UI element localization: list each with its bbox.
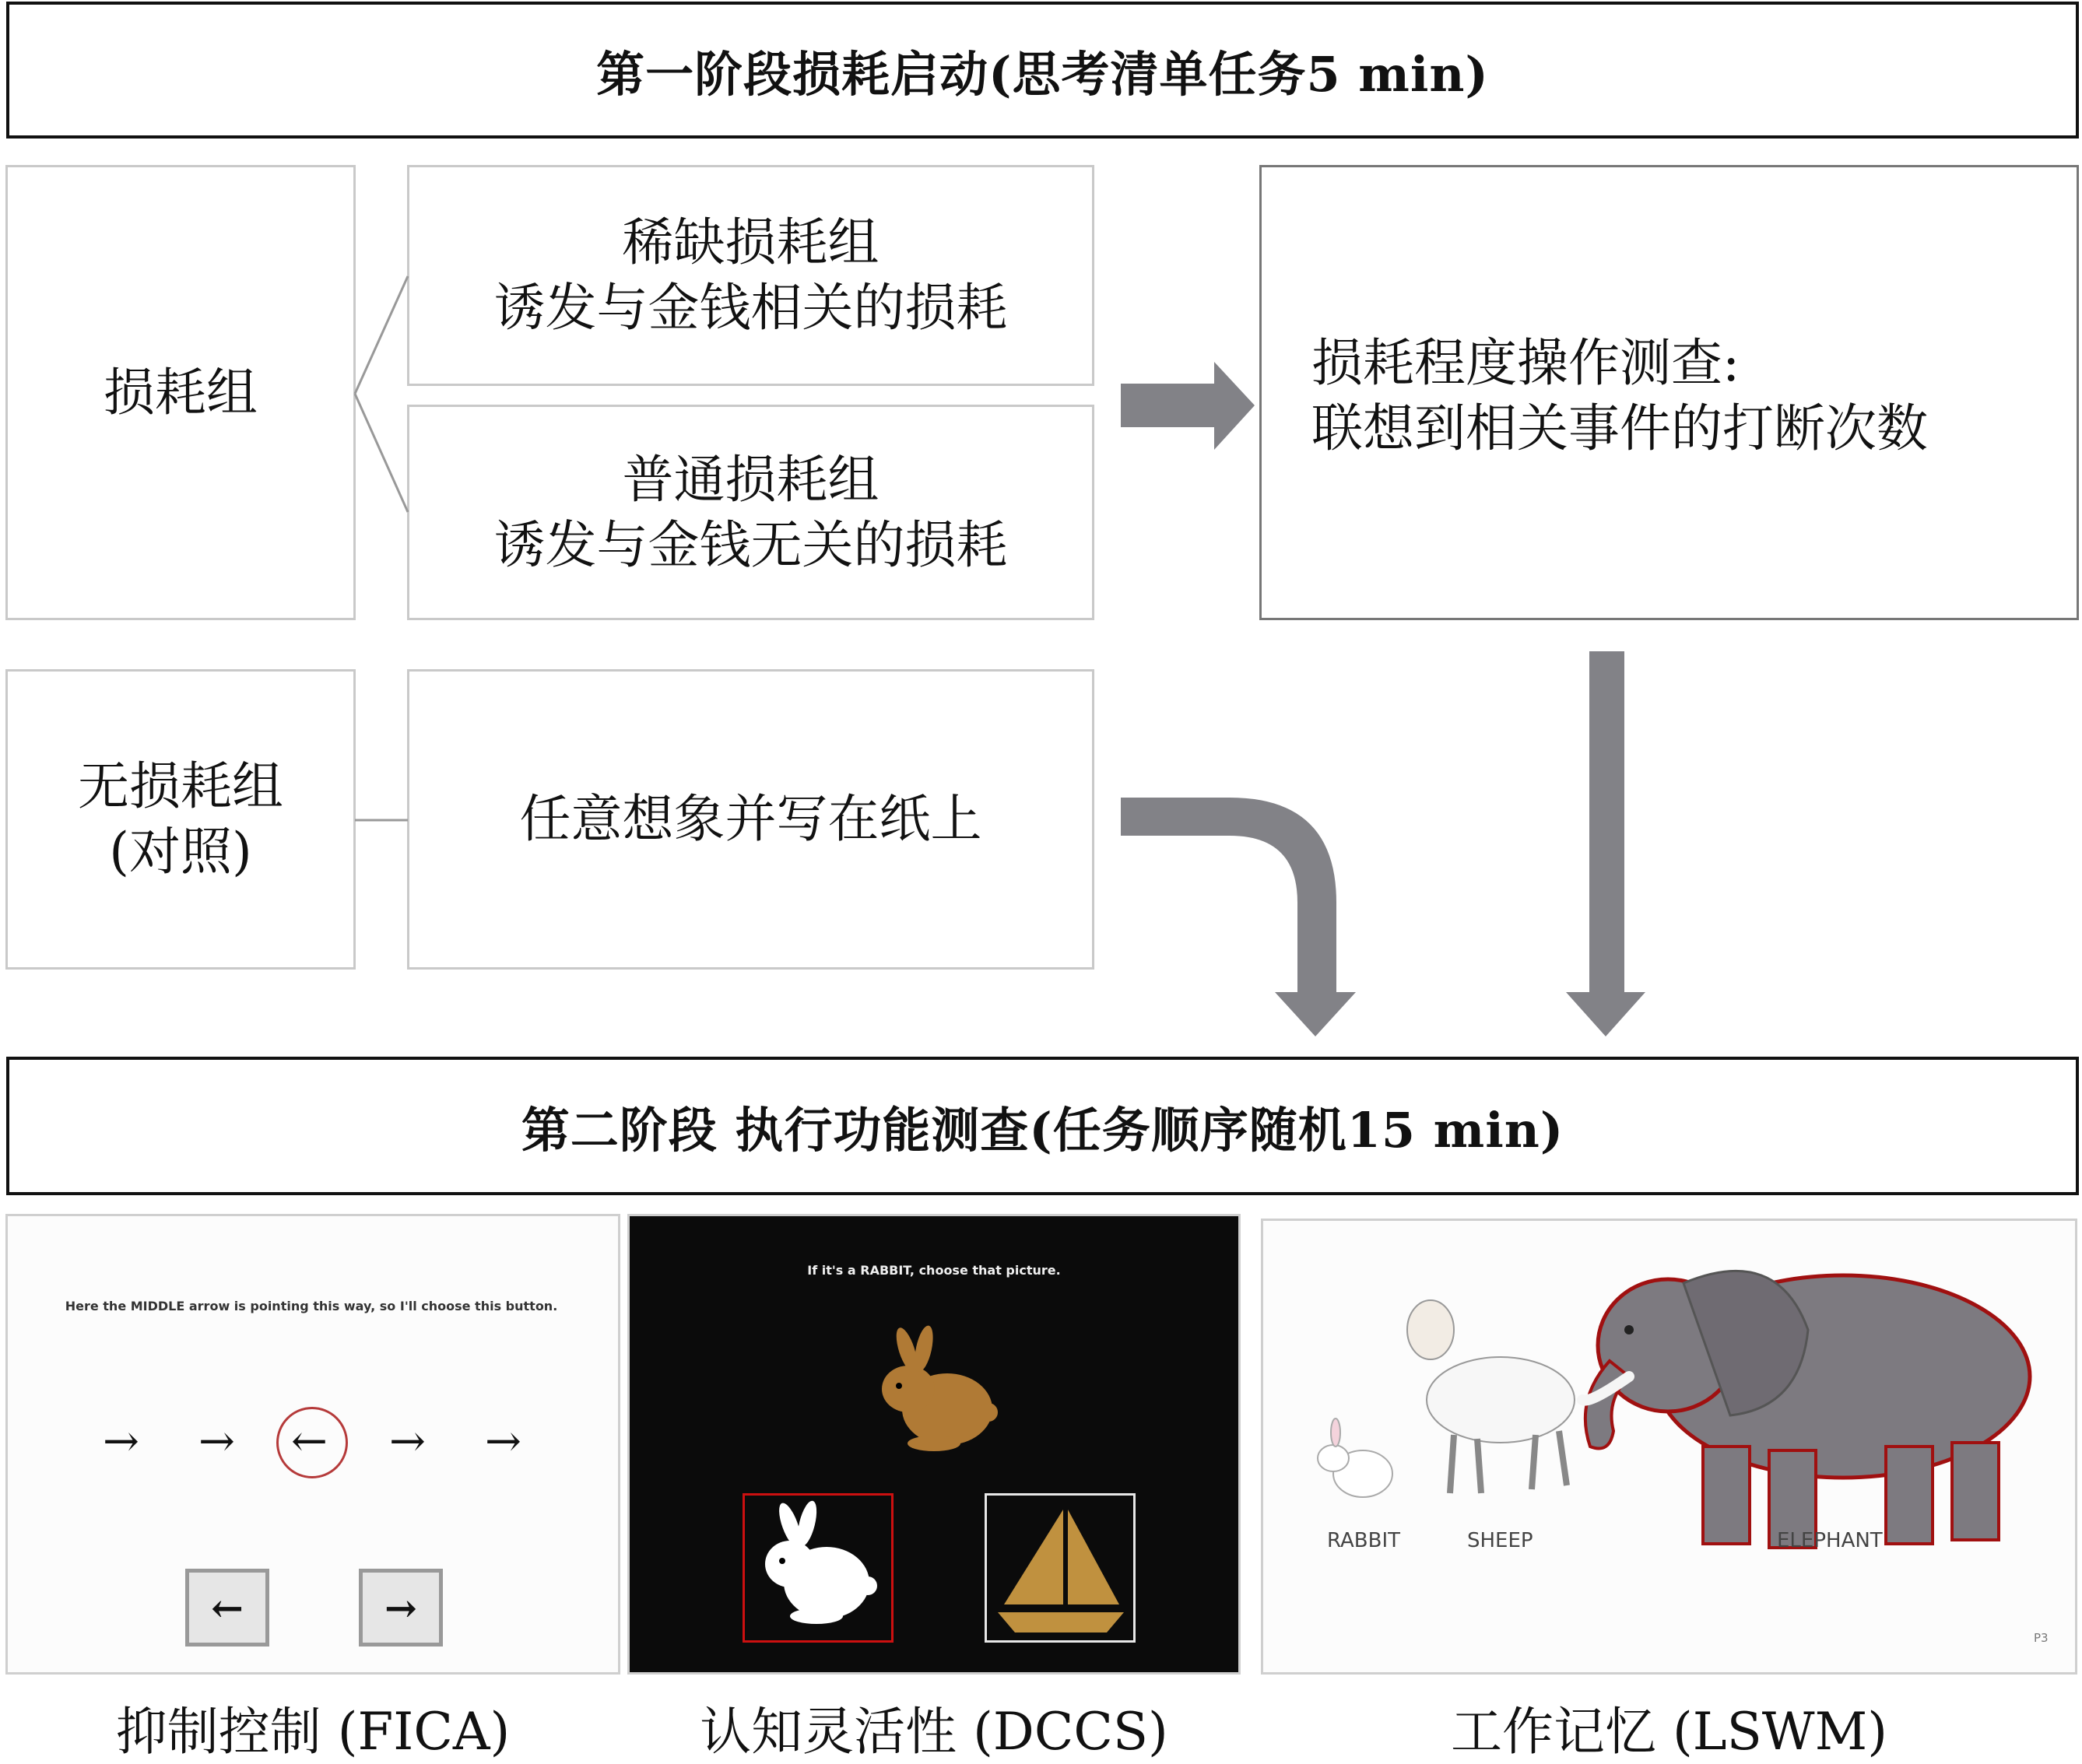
- boat-choice[interactable]: [985, 1493, 1136, 1643]
- depletion-group-label: 损耗组: [104, 362, 258, 423]
- stage2-header: [6, 1057, 2079, 1195]
- left-arrow-icon: ←: [211, 1584, 244, 1631]
- white-rabbit-icon: [745, 1496, 891, 1640]
- dccs-panel: [627, 1214, 1241, 1675]
- page-number: P3: [2034, 1631, 2049, 1645]
- scarcity-group-desc: 诱发与金钱相关的损耗: [493, 278, 1008, 338]
- no-depletion-group-box: [5, 669, 356, 970]
- elephant-icon: [1582, 1271, 2030, 1548]
- flanker-arrow-2: →: [198, 1416, 235, 1467]
- manipulation-check-desc: 联想到相关事件的打断次数: [1311, 398, 1928, 458]
- depletion-group-box: [5, 165, 356, 620]
- curved-arrow: [1121, 798, 1356, 1036]
- right-arrow-icon: →: [384, 1584, 417, 1631]
- down-arrow: [1566, 651, 1645, 1036]
- left-response-button[interactable]: [185, 1569, 269, 1647]
- elephant-label: ELEPHANT: [1777, 1529, 1883, 1552]
- fica-instruction: Here the MIDDLE arrow is pointing this way, so I'll choose this button.: [65, 1299, 558, 1313]
- lswm-caption: 工作记忆 (LSWM): [1451, 1702, 1887, 1762]
- control-task-box: [407, 669, 1094, 970]
- target-arrow: ←: [291, 1416, 328, 1467]
- fica-caption: 抑制控制 (FICA): [115, 1702, 511, 1762]
- fica-panel: [5, 1214, 620, 1675]
- rabbit-icon: [1318, 1419, 1392, 1497]
- ordinary-group-desc: 诱发与金钱无关的损耗: [493, 514, 1008, 575]
- bracket-connector: [355, 276, 408, 512]
- right-arrow: [1121, 362, 1255, 450]
- flanker-arrow-4: →: [485, 1416, 521, 1467]
- animal-size-illustration: [1263, 1221, 2075, 1672]
- flanker-arrow-3: →: [389, 1416, 426, 1467]
- stage1-title: 第一阶段损耗启动(思考清单任务5 min): [596, 45, 1489, 103]
- sheep-icon: [1407, 1300, 1575, 1493]
- rabbit-label: RABBIT: [1327, 1529, 1401, 1552]
- no-depletion-group-note: (对照): [109, 822, 252, 882]
- no-depletion-group-title: 无损耗组: [78, 756, 283, 816]
- stage2-title: 第二阶段 执行功能测查(任务顺序随机15 min): [521, 1101, 1564, 1159]
- fica-arrow-row: [8, 1405, 615, 1483]
- sheep-label: SHEEP: [1467, 1529, 1533, 1552]
- stage1-header: [6, 2, 2079, 139]
- ordinary-group-box: [407, 405, 1094, 620]
- dccs-caption: 认知灵活性 (DCCS): [700, 1702, 1168, 1762]
- rabbit-choice[interactable]: [743, 1493, 894, 1643]
- control-task-label: 任意想象并写在纸上: [519, 789, 982, 849]
- flanker-arrow-1: →: [103, 1416, 139, 1467]
- target-rabbit-icon: [860, 1325, 1008, 1457]
- dccs-instruction: If it's a RABBIT, choose that picture.: [807, 1263, 1061, 1278]
- manipulation-check-title: 损耗程度操作测查:: [1311, 333, 1740, 393]
- lswm-panel: [1261, 1219, 2077, 1675]
- ordinary-group-title: 普通损耗组: [622, 449, 879, 510]
- scarcity-group-title: 稀缺损耗组: [622, 212, 879, 272]
- sailboat-icon: [987, 1496, 1133, 1640]
- scarcity-group-box: [407, 165, 1094, 386]
- manipulation-check-box: [1259, 165, 2079, 620]
- right-response-button[interactable]: [359, 1569, 443, 1647]
